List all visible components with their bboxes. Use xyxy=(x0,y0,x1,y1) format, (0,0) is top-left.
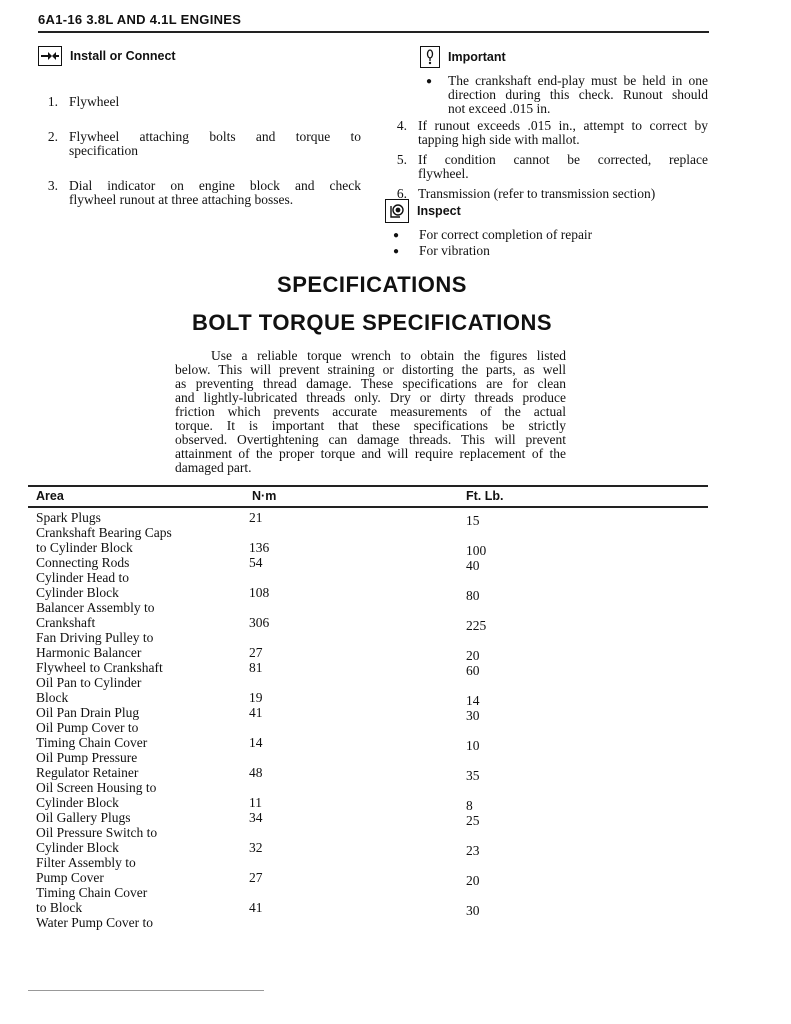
cell-area: Flywheel to Crankshaft xyxy=(36,660,163,675)
cell-nm: 108 xyxy=(249,585,270,600)
inspect-item xyxy=(385,228,705,243)
cell-ftlb: 30 xyxy=(466,708,480,723)
table-row xyxy=(0,780,791,795)
table-row xyxy=(0,855,791,870)
install-heading: Install or Connect xyxy=(70,49,176,63)
item-text: Flywheel xyxy=(69,94,120,109)
install-connect-icon xyxy=(38,46,62,66)
install-item-2 xyxy=(36,130,361,158)
cell-ftlb: 225 xyxy=(466,618,487,633)
table-row xyxy=(0,630,791,645)
table-row xyxy=(0,615,791,633)
install-item-1 xyxy=(36,95,361,109)
inspect-eye-icon xyxy=(385,199,409,223)
table-row xyxy=(0,510,791,528)
cell-ftlb: 8 xyxy=(466,798,473,813)
item-text-line: Dial indicator on engine block and check xyxy=(69,178,361,193)
cell-nm: 14 xyxy=(249,735,263,750)
inspect-item-text: For correct completion of repair xyxy=(419,227,593,242)
cell-nm: 27 xyxy=(249,870,263,885)
table-row xyxy=(0,795,791,813)
cell-area: Balancer Assembly to xyxy=(36,600,155,615)
cell-area: Spark Plugs xyxy=(36,510,101,525)
note-line: not exceed .015 in. xyxy=(448,101,551,116)
table-row xyxy=(0,915,791,930)
column-header-area: Area xyxy=(36,489,64,503)
cell-ftlb: 20 xyxy=(466,873,480,888)
cell-ftlb: 30 xyxy=(466,903,480,918)
inspect-item-text: For vibration xyxy=(419,243,490,258)
cell-area: Oil Gallery Plugs xyxy=(36,810,131,825)
cell-area: Oil Pressure Switch to xyxy=(36,825,158,840)
table-row xyxy=(0,765,791,783)
cell-area: Block xyxy=(36,690,69,705)
table-row xyxy=(0,675,791,690)
important-icon xyxy=(420,46,440,68)
cell-area: Pump Cover xyxy=(36,870,104,885)
item-number: 2. xyxy=(47,129,58,144)
cell-area: Filter Assembly to xyxy=(36,855,136,870)
cell-ftlb: 10 xyxy=(466,738,480,753)
inspect-item xyxy=(385,244,705,259)
cell-area: Cylinder Block xyxy=(36,795,119,810)
note-line: direction during this check. Runout should xyxy=(448,87,708,102)
cell-nm: 54 xyxy=(249,555,263,570)
item-text-line: Flywheel attaching bolts and torque to xyxy=(69,129,361,144)
cell-area: Cylinder Head to xyxy=(36,570,129,585)
cell-ftlb: 100 xyxy=(466,543,487,558)
cell-ftlb: 60 xyxy=(466,663,480,678)
header-rule xyxy=(38,31,709,33)
install-section-heading xyxy=(38,46,176,66)
install-list xyxy=(36,95,361,207)
cell-area: Connecting Rods xyxy=(36,555,130,570)
torque-table xyxy=(0,510,791,930)
table-top-rule xyxy=(28,485,708,487)
table-row xyxy=(0,750,791,765)
item-number: 6. xyxy=(396,186,407,201)
footer-rule xyxy=(28,990,264,991)
inspect-section-heading xyxy=(385,199,461,223)
cell-ftlb: 15 xyxy=(466,513,480,528)
cell-area: Oil Pump Cover to xyxy=(36,720,139,735)
intro-line: observed. Overtightening can damage threads. This will prevent xyxy=(175,432,566,447)
table-row xyxy=(0,810,791,828)
intro-paragraph xyxy=(175,349,566,475)
table-row xyxy=(0,840,791,858)
intro-line: below. This will prevent straining or distorting the parts, as well xyxy=(175,362,566,377)
table-row xyxy=(0,585,791,603)
inspect-heading: Inspect xyxy=(417,204,461,218)
important-note xyxy=(422,74,708,116)
table-row xyxy=(0,525,791,540)
item-text-line: specification xyxy=(69,143,138,158)
table-row xyxy=(0,885,791,900)
table-row xyxy=(0,900,791,918)
item-text-line: tapping high side with mallot. xyxy=(418,132,580,147)
intro-line: Use a reliable torque wrench to obtain the figures listed xyxy=(211,348,566,363)
bullet-icon: ● xyxy=(425,76,433,87)
important-item-4 xyxy=(385,119,708,147)
cell-area: Crankshaft xyxy=(36,615,96,630)
intro-line: torque. It is important that these specifications be strictly xyxy=(175,418,566,433)
cell-area: Regulator Retainer xyxy=(36,765,139,780)
table-row xyxy=(0,870,791,888)
intro-line: and lightly-lubricated threads only. Dry or dirty threads produce xyxy=(175,390,566,405)
cell-ftlb: 14 xyxy=(466,693,480,708)
table-row xyxy=(0,570,791,585)
table-row xyxy=(0,660,791,678)
cell-nm: 41 xyxy=(249,900,263,915)
bullet-icon: ● xyxy=(392,230,400,241)
table-row xyxy=(0,705,791,723)
item-text-line: If runout exceeds .015 in., attempt to correct by xyxy=(418,118,708,133)
cell-nm: 306 xyxy=(249,615,270,630)
intro-line: damaged part. xyxy=(175,460,252,475)
bullet-icon: ● xyxy=(392,246,400,257)
table-header-rule xyxy=(28,506,708,508)
important-item-5 xyxy=(385,153,708,181)
cell-area: Cylinder Block xyxy=(36,840,119,855)
cell-nm: 27 xyxy=(249,645,263,660)
inspect-list xyxy=(385,228,705,259)
cell-area: Oil Pan Drain Plug xyxy=(36,705,140,720)
intro-line: friction which prevents accurate measurements of the actual xyxy=(175,404,566,419)
cell-area: to Block xyxy=(36,900,83,915)
cell-ftlb: 25 xyxy=(466,813,480,828)
cell-ftlb: 23 xyxy=(466,843,480,858)
item-number: 1. xyxy=(47,94,58,109)
cell-nm: 48 xyxy=(249,765,263,780)
item-text-line: flywheel runout at three attaching bosses. xyxy=(69,192,294,207)
cell-area: Harmonic Balancer xyxy=(36,645,142,660)
page-header: 6A1-16 3.8L AND 4.1L ENGINES xyxy=(38,12,242,27)
item-text-line: flywheel. xyxy=(418,166,469,181)
table-row xyxy=(0,690,791,708)
cell-nm: 136 xyxy=(249,540,270,555)
cell-area: to Cylinder Block xyxy=(36,540,133,555)
important-heading: Important xyxy=(448,50,506,64)
table-row xyxy=(0,720,791,735)
column-header-ftlb: Ft. Lb. xyxy=(466,489,504,503)
note-line: The crankshaft end-play must be held in one xyxy=(448,73,708,88)
table-row xyxy=(0,555,791,573)
cell-nm: 81 xyxy=(249,660,263,675)
cell-nm: 34 xyxy=(249,810,263,825)
intro-line: attainment of the proper torque and will require replacement of the xyxy=(175,446,566,461)
cell-ftlb: 80 xyxy=(466,588,480,603)
cell-nm: 19 xyxy=(249,690,263,705)
table-row xyxy=(0,645,791,663)
cell-ftlb: 35 xyxy=(466,768,480,783)
important-list xyxy=(385,119,708,201)
item-text: Transmission (refer to transmission section) xyxy=(418,186,656,201)
cell-area: Fan Driving Pulley to xyxy=(36,630,154,645)
table-row xyxy=(0,735,791,753)
cell-area: Crankshaft Bearing Caps xyxy=(36,525,172,540)
cell-nm: 41 xyxy=(249,705,263,720)
bolt-torque-title: BOLT TORQUE SPECIFICATIONS xyxy=(191,310,553,335)
item-number: 3. xyxy=(47,178,58,193)
cell-area: Timing Chain Cover xyxy=(36,885,148,900)
column-header-nm: N·m xyxy=(252,489,277,503)
cell-area: Oil Pan to Cylinder xyxy=(36,675,142,690)
specifications-title: SPECIFICATIONS xyxy=(277,272,467,297)
table-row xyxy=(0,825,791,840)
table-row xyxy=(0,600,791,615)
install-item-3 xyxy=(36,179,361,207)
table-row xyxy=(0,540,791,558)
cell-nm: 32 xyxy=(249,840,263,855)
cell-ftlb: 20 xyxy=(466,648,480,663)
important-section-heading xyxy=(420,46,506,68)
cell-area: Oil Screen Housing to xyxy=(36,780,157,795)
cell-nm: 11 xyxy=(249,795,262,810)
cell-area: Water Pump Cover to xyxy=(36,915,154,930)
cell-area: Timing Chain Cover xyxy=(36,735,148,750)
intro-line: as preventing thread damage. These specifications are for clean xyxy=(175,376,566,391)
cell-area: Oil Pump Pressure xyxy=(36,750,138,765)
cell-nm: 21 xyxy=(249,510,263,525)
item-number: 4. xyxy=(396,118,407,133)
item-number: 5. xyxy=(396,152,407,167)
cell-ftlb: 40 xyxy=(466,558,480,573)
item-text-line: If condition cannot be corrected, replace xyxy=(418,152,708,167)
cell-area: Cylinder Block xyxy=(36,585,119,600)
